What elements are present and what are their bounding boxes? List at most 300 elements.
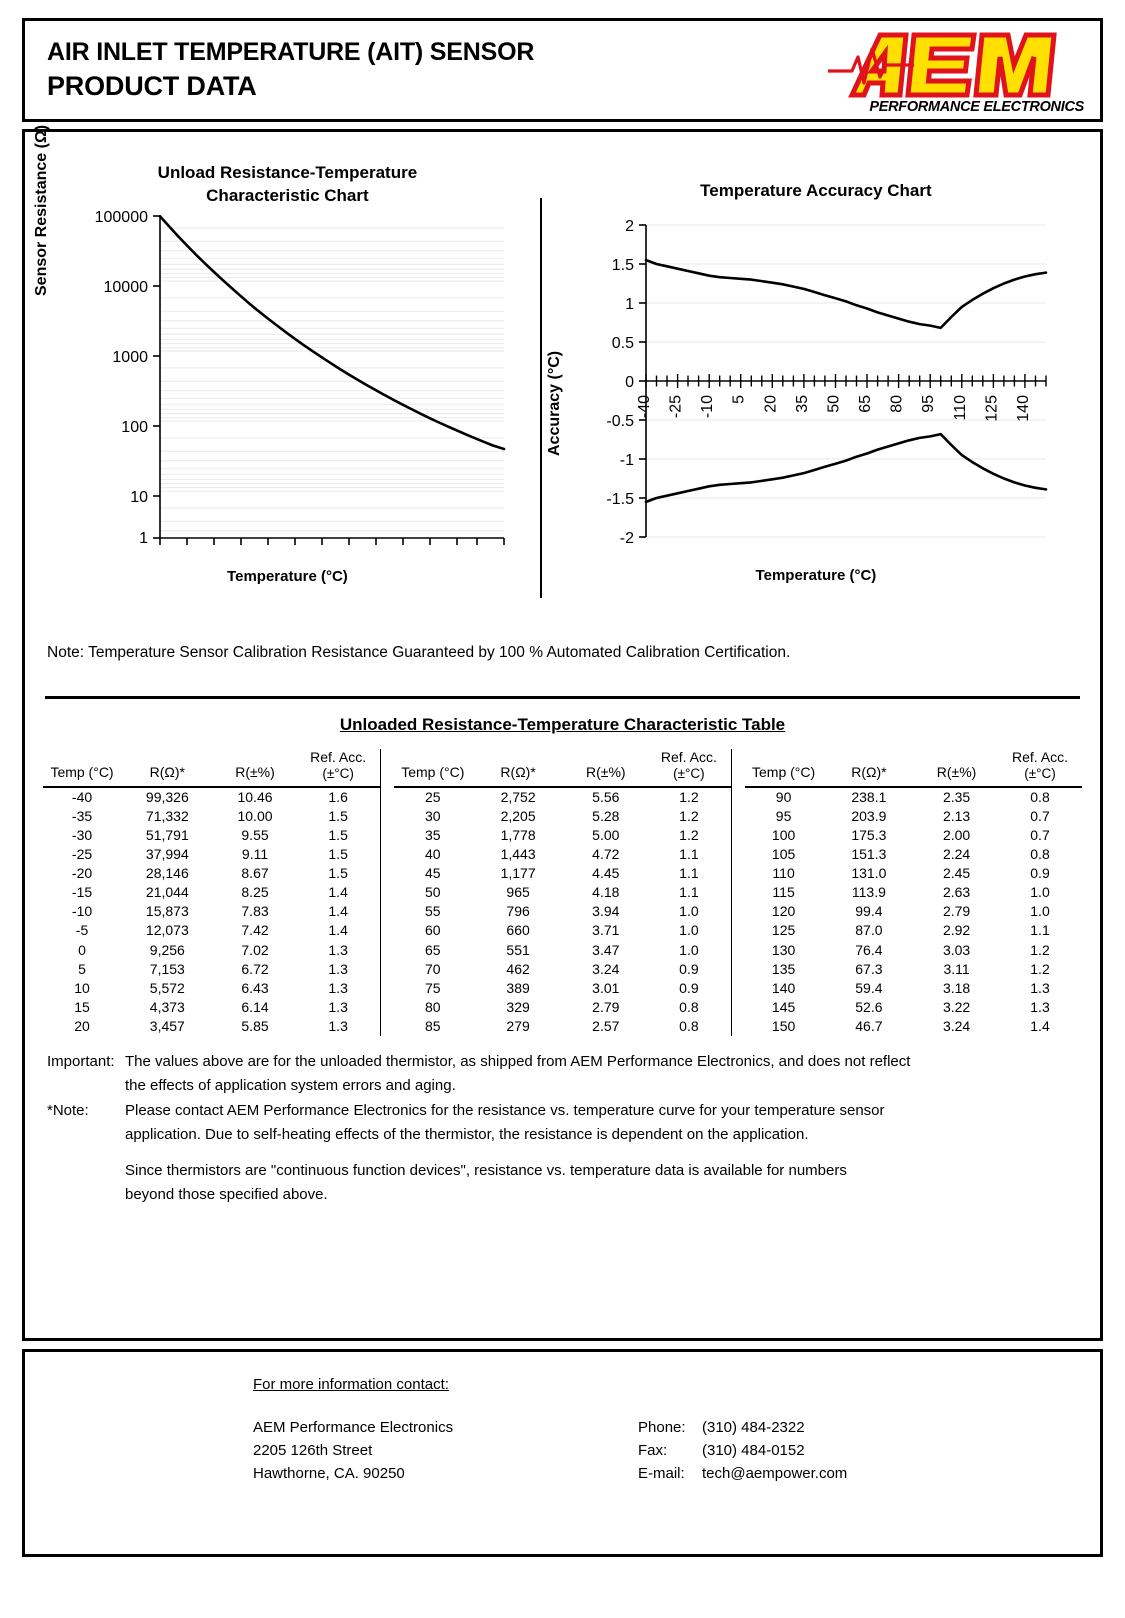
column-group-separator <box>731 998 744 1017</box>
svg-text:-0.5: -0.5 <box>606 412 634 430</box>
table-row <box>43 902 1082 921</box>
cell-resistance: 46.7 <box>855 1017 883 1034</box>
resistance-temperature-chart <box>33 124 532 636</box>
table-row <box>43 807 1082 826</box>
cell-resistance: 28,146 <box>145 865 189 882</box>
cell-ref-acc: 1.1 <box>679 865 699 882</box>
table-row <box>43 845 1082 864</box>
footer-fax-row <box>638 1440 847 1463</box>
cell-resistance: 12,073 <box>145 922 189 939</box>
cell-ref-acc: 1.0 <box>679 941 699 958</box>
cell-temp: -25 <box>71 846 93 863</box>
resistance-chart-title <box>43 162 532 208</box>
cell-tolerance: 3.47 <box>592 941 620 958</box>
footnote-note-label: *Note: <box>47 1101 89 1119</box>
svg-text:65: 65 <box>856 394 874 413</box>
cell-ref-acc: 1.2 <box>679 788 699 805</box>
footnote-important-line2: the effects of application system errors and aging. <box>125 1077 456 1095</box>
svg-text:0.5: 0.5 <box>611 334 634 352</box>
aem-logo-icon <box>822 31 1084 99</box>
column-group-separator <box>731 883 744 902</box>
footnote-note-line2: application. Due to self-heating effects of the thermistor, the resistance is dependent on the application. <box>125 1125 809 1143</box>
column-group-separator <box>731 787 744 807</box>
cell-ref-acc: 0.8 <box>679 1017 699 1034</box>
accuracy-chart-xlabel: Temperature (°C) <box>755 566 877 584</box>
svg-text:1.5: 1.5 <box>611 256 634 274</box>
th-refacc-2-line2: (±°C) <box>673 765 705 781</box>
column-group-separator <box>380 807 393 826</box>
cell-temp: 145 <box>771 998 796 1015</box>
footnote-important <box>47 1050 1082 1074</box>
cell-ref-acc: 1.1 <box>679 884 699 901</box>
cell-ref-acc: 1.3 <box>1030 979 1050 996</box>
cell-tolerance: 3.22 <box>942 998 971 1015</box>
svg-text:10000: 10000 <box>103 278 149 296</box>
cell-temp: 85 <box>425 1017 441 1034</box>
th-refacc-3-line2: (±°C) <box>1024 765 1056 781</box>
cell-resistance: 7,153 <box>149 960 185 977</box>
cell-tolerance: 4.45 <box>592 865 620 882</box>
cell-resistance: 329 <box>506 998 530 1015</box>
main-content-box <box>22 124 1103 1341</box>
column-group-separator <box>731 807 744 826</box>
cell-ref-acc: 1.2 <box>1030 941 1050 958</box>
th-sep-1 <box>380 749 393 787</box>
cell-tolerance: 3.94 <box>592 903 620 920</box>
page-footer <box>22 1349 1103 1557</box>
cell-temp: 130 <box>771 941 796 958</box>
cell-ref-acc: 0.9 <box>1030 865 1050 882</box>
temperature-accuracy-chart <box>545 146 1082 636</box>
cell-tolerance: 2.57 <box>592 1017 620 1034</box>
cell-tolerance: 5.00 <box>592 826 620 843</box>
cell-resistance: 660 <box>506 922 530 939</box>
svg-text:100: 100 <box>121 418 149 436</box>
footer-phone-label: Phone: <box>638 1419 686 1436</box>
svg-text:1: 1 <box>625 295 634 313</box>
cell-resistance: 99,326 <box>145 788 189 805</box>
cell-ref-acc: 1.2 <box>679 826 699 843</box>
cell-ref-acc: 1.5 <box>328 865 348 882</box>
column-group-separator <box>380 1017 393 1036</box>
cell-resistance: 796 <box>506 903 530 920</box>
aem-logo <box>822 26 1084 114</box>
cell-tolerance: 5.85 <box>241 1017 269 1034</box>
cell-temp: 65 <box>425 941 441 958</box>
cell-temp: 30 <box>425 807 441 824</box>
cell-temp: -15 <box>71 884 93 901</box>
cell-temp: 40 <box>425 846 441 863</box>
table-title: Unloaded Resistance-Temperature Characteristic Table <box>339 715 786 734</box>
cell-resistance: 3,457 <box>149 1017 185 1034</box>
cell-temp: 135 <box>771 960 796 977</box>
svg-text:95: 95 <box>920 394 938 413</box>
cell-resistance: 59.4 <box>855 979 883 996</box>
cell-ref-acc: 1.0 <box>679 903 699 920</box>
column-group-separator <box>380 998 393 1017</box>
column-group-separator <box>380 845 393 864</box>
cell-resistance: 76.4 <box>855 941 883 958</box>
cell-tolerance: 2.79 <box>592 998 620 1015</box>
footer-contact <box>638 1417 847 1485</box>
cell-tolerance: 2.63 <box>942 884 971 901</box>
cell-tolerance: 4.72 <box>592 846 620 863</box>
cell-resistance: 965 <box>506 884 530 901</box>
cell-resistance: 389 <box>506 979 530 996</box>
cell-tolerance: 4.18 <box>592 884 620 901</box>
cell-ref-acc: 1.4 <box>328 884 348 901</box>
svg-text:-25: -25 <box>667 394 685 419</box>
cell-ref-acc: 1.3 <box>328 998 348 1015</box>
cell-resistance: 21,044 <box>145 884 189 901</box>
svg-text:-2: -2 <box>619 529 634 547</box>
svg-text:5: 5 <box>730 394 748 404</box>
cell-ref-acc: 0.9 <box>679 960 699 977</box>
cell-resistance: 5,572 <box>149 979 185 996</box>
resistance-temperature-table <box>43 749 1082 1036</box>
cell-ref-acc: 0.7 <box>1030 826 1050 843</box>
cell-ref-acc: 1.6 <box>328 788 348 805</box>
cell-temp: 125 <box>771 922 796 939</box>
column-group-separator <box>380 979 393 998</box>
footnote-note-line1: Please contact AEM Performance Electronics for the resistance vs. temperature curve for your temperature sensor <box>125 1101 885 1119</box>
cell-tolerance: 2.45 <box>942 865 971 882</box>
cell-temp: 80 <box>425 998 441 1015</box>
cell-temp: 35 <box>425 826 441 843</box>
footer-company: AEM Performance Electronics <box>253 1419 454 1436</box>
header-title-block <box>47 40 534 100</box>
cell-resistance: 2,205 <box>500 807 536 824</box>
cell-ref-acc: 0.9 <box>679 979 699 996</box>
svg-text:1: 1 <box>139 529 149 547</box>
cell-resistance: 1,778 <box>500 826 536 843</box>
cell-tolerance: 3.03 <box>942 941 971 958</box>
th-tolerance-1: R(±%) <box>214 749 297 787</box>
cell-temp: -5 <box>75 922 89 939</box>
cell-temp: 15 <box>74 998 90 1015</box>
svg-text:125: 125 <box>983 394 1001 422</box>
svg-text:1000: 1000 <box>112 348 149 366</box>
cell-ref-acc: 1.3 <box>1030 998 1050 1015</box>
cell-resistance: 113.9 <box>851 884 886 901</box>
table-header-row <box>43 749 1082 787</box>
table-separator <box>45 696 1080 699</box>
column-group-separator <box>380 960 393 979</box>
cell-resistance: 131.0 <box>851 865 887 882</box>
cell-temp: -10 <box>71 903 93 920</box>
column-group-separator <box>380 883 393 902</box>
cell-tolerance: 7.02 <box>241 941 269 958</box>
column-group-separator <box>731 826 744 845</box>
resistance-chart-ylabel: Sensor Resistance (Ω) <box>33 124 50 296</box>
column-group-separator <box>731 902 744 921</box>
footer-fax-label: Fax: <box>638 1441 668 1459</box>
cell-tolerance: 8.67 <box>241 865 269 882</box>
cell-temp: 100 <box>771 826 796 843</box>
cell-temp: 115 <box>772 884 795 901</box>
cell-temp: 25 <box>425 788 441 805</box>
th-refacc-3 <box>998 749 1082 787</box>
footer-email-row <box>638 1463 847 1486</box>
cell-tolerance: 2.00 <box>942 826 971 843</box>
svg-text:140: 140 <box>1014 394 1032 422</box>
th-resistance-2: R(Ω)* <box>472 749 565 787</box>
svg-text:-1.5: -1.5 <box>606 490 634 508</box>
cell-temp: -20 <box>71 865 93 882</box>
column-group-separator <box>380 864 393 883</box>
resistance-chart-title-line1: Unload Resistance-Temperature <box>157 163 418 182</box>
column-group-separator <box>380 902 393 921</box>
footnote-important-line1: The values above are for the unloaded thermistor, as shipped from AEM Performance Electronics, and does not reflect <box>125 1053 911 1070</box>
cell-temp: 20 <box>74 1017 90 1034</box>
footnote-important-label: Important: <box>47 1053 115 1070</box>
cell-resistance: 279 <box>506 1017 530 1034</box>
cell-ref-acc: 1.4 <box>1030 1017 1050 1034</box>
cell-resistance: 37,994 <box>145 846 189 863</box>
cell-tolerance: 7.42 <box>241 922 269 939</box>
cell-resistance: 67.3 <box>855 960 883 977</box>
footnote-note-line3: Since thermistors are "continuous function devices", resistance vs. temperature data is available for numbers <box>125 1162 847 1180</box>
column-group-separator <box>380 921 393 940</box>
cell-ref-acc: 1.5 <box>328 807 348 824</box>
cell-resistance: 551 <box>506 941 530 958</box>
th-refacc-1-line2: (±°C) <box>322 765 354 781</box>
cell-tolerance: 7.83 <box>241 903 269 920</box>
cell-temp: 150 <box>771 1017 796 1034</box>
resistance-chart-plot <box>52 208 522 547</box>
table-row <box>43 1017 1082 1036</box>
cell-temp: 95 <box>775 807 792 824</box>
cell-tolerance: 8.25 <box>241 884 269 901</box>
cell-tolerance: 2.24 <box>942 846 971 863</box>
footer-phone-value: (310) 484-2322 <box>702 1419 805 1436</box>
svg-text:10: 10 <box>130 488 149 506</box>
calibration-note: Note: Temperature Sensor Calibration Resistance Guaranteed by 100 % Automated Calibration Certification. <box>47 644 791 661</box>
footer-heading: For more information contact: <box>253 1376 449 1393</box>
accuracy-chart-ylabel: Accuracy (°C) <box>545 350 563 456</box>
footer-street: 2205 126th Street <box>253 1441 373 1459</box>
cell-temp: -40 <box>71 788 93 805</box>
cell-resistance: 238.1 <box>851 788 887 805</box>
footnotes <box>43 1050 1082 1208</box>
column-group-separator <box>731 941 744 960</box>
cell-tolerance: 9.11 <box>241 846 269 863</box>
th-sep-2 <box>731 749 744 787</box>
svg-text:0: 0 <box>625 373 634 391</box>
resistance-chart-xlabel: Temperature (°C) <box>227 567 348 585</box>
footer-phone-row <box>638 1417 847 1440</box>
document-type-title: PRODUCT DATA <box>47 71 257 101</box>
cell-ref-acc: 1.3 <box>328 941 348 958</box>
cell-ref-acc: 0.8 <box>1030 788 1050 805</box>
cell-tolerance: 2.92 <box>942 922 971 939</box>
cell-temp: 90 <box>775 788 792 805</box>
svg-text:2: 2 <box>625 217 634 235</box>
cell-ref-acc: 0.7 <box>1030 807 1050 824</box>
cell-tolerance: 2.13 <box>942 807 971 824</box>
charts-divider <box>540 198 542 598</box>
cell-resistance: 51,791 <box>145 826 189 843</box>
footnote-gap <box>47 1147 1082 1159</box>
svg-text:80: 80 <box>888 394 906 413</box>
column-group-separator <box>731 845 744 864</box>
cell-temp: 110 <box>772 865 795 882</box>
cell-tolerance: 3.11 <box>943 960 970 977</box>
cell-resistance: 99.4 <box>855 903 883 920</box>
table-row <box>43 864 1082 883</box>
column-group-separator <box>380 941 393 960</box>
page-header <box>22 18 1103 122</box>
charts-row <box>33 124 1082 636</box>
cell-tolerance: 3.01 <box>592 979 620 996</box>
th-refacc-1 <box>296 749 380 787</box>
table-row <box>43 998 1082 1017</box>
cell-resistance: 9,256 <box>149 941 185 958</box>
svg-text:100000: 100000 <box>95 208 149 226</box>
cell-tolerance: 9.55 <box>241 826 269 843</box>
cell-tolerance: 3.18 <box>942 979 971 996</box>
cell-temp: 60 <box>425 922 441 939</box>
table-row <box>43 826 1082 845</box>
cell-temp: 0 <box>78 941 86 958</box>
footer-city: Hawthorne, CA. 90250 <box>253 1464 405 1482</box>
cell-tolerance: 2.79 <box>942 903 971 920</box>
footer-fax-value: (310) 484-0152 <box>702 1441 805 1459</box>
th-tolerance-3: R(±%) <box>915 749 998 787</box>
footer-email-label: E-mail: <box>638 1464 685 1482</box>
th-refacc-1-line1: Ref. Acc. <box>310 749 367 765</box>
column-group-separator <box>380 826 393 845</box>
footer-address <box>253 1417 638 1485</box>
footnote-note <box>47 1099 1082 1123</box>
cell-resistance: 203.9 <box>851 807 887 824</box>
cell-ref-acc: 1.1 <box>1030 922 1050 939</box>
cell-ref-acc: 1.3 <box>328 1017 348 1034</box>
cell-tolerance: 10.00 <box>237 807 273 824</box>
cell-tolerance: 6.14 <box>241 998 269 1015</box>
table-row <box>43 941 1082 960</box>
table-row <box>43 979 1082 998</box>
cell-temp: 45 <box>425 865 441 882</box>
cell-ref-acc: 1.0 <box>1030 903 1050 920</box>
cell-ref-acc: 0.8 <box>1030 846 1050 863</box>
cell-temp: -35 <box>71 807 93 824</box>
cell-resistance: 462 <box>506 960 530 977</box>
column-group-separator <box>731 1017 744 1036</box>
cell-ref-acc: 1.3 <box>328 979 348 996</box>
cell-ref-acc: 1.0 <box>1030 884 1050 901</box>
cell-resistance: 15,873 <box>145 903 189 920</box>
cell-temp: 105 <box>771 846 796 863</box>
cell-resistance: 175.3 <box>851 826 887 843</box>
svg-text:-1: -1 <box>619 451 634 469</box>
cell-temp: 50 <box>425 884 441 901</box>
svg-text:-10: -10 <box>699 394 717 419</box>
cell-ref-acc: 1.0 <box>679 922 699 939</box>
cell-resistance: 1,177 <box>500 865 536 882</box>
cell-ref-acc: 1.3 <box>328 960 348 977</box>
cell-temp: 75 <box>425 979 441 996</box>
th-refacc-2 <box>647 749 731 787</box>
svg-text:50: 50 <box>825 394 843 413</box>
column-group-separator <box>731 864 744 883</box>
column-group-separator <box>731 921 744 940</box>
footer-inner <box>25 1376 1100 1485</box>
cell-ref-acc: 1.2 <box>679 807 699 824</box>
svg-text:35: 35 <box>793 394 811 413</box>
column-group-separator <box>380 787 393 807</box>
product-title: AIR INLET TEMPERATURE (AIT) SENSOR <box>47 38 535 66</box>
cell-resistance: 151.3 <box>851 846 887 863</box>
cell-tolerance: 3.24 <box>942 1017 971 1034</box>
th-resistance-1: R(Ω)* <box>121 749 214 787</box>
footer-columns <box>253 1417 1100 1485</box>
cell-temp: 140 <box>771 979 796 996</box>
table-row <box>43 921 1082 940</box>
svg-text:20: 20 <box>762 394 780 413</box>
svg-text:110: 110 <box>951 394 969 421</box>
table-row <box>43 883 1082 902</box>
accuracy-upper-curve <box>646 260 1046 328</box>
table-body <box>43 787 1082 1036</box>
footnote-note-line4: beyond those specified above. <box>125 1186 328 1204</box>
cell-ref-acc: 1.5 <box>328 826 348 843</box>
column-group-separator <box>731 979 744 998</box>
accuracy-chart-title: Temperature Accuracy Chart <box>700 181 932 200</box>
column-group-separator <box>731 960 744 979</box>
cell-ref-acc: 0.8 <box>679 998 699 1015</box>
resistance-chart-title-line2: Characteristic Chart <box>206 185 369 205</box>
cell-ref-acc: 1.2 <box>1030 960 1050 977</box>
cell-tolerance: 6.43 <box>241 979 269 996</box>
th-temp-1: Temp (°C) <box>43 749 121 787</box>
cell-tolerance: 3.24 <box>592 960 620 977</box>
cell-tolerance: 2.35 <box>942 788 971 805</box>
cell-resistance: 52.6 <box>855 998 883 1015</box>
svg-text:-40: -40 <box>635 394 653 419</box>
cell-tolerance: 3.71 <box>592 922 620 939</box>
th-tolerance-2: R(±%) <box>564 749 647 787</box>
cell-temp: 10 <box>74 979 90 996</box>
cell-temp: 70 <box>425 960 441 977</box>
footer-email-value[interactable]: tech@aempower.com <box>702 1464 848 1482</box>
cell-ref-acc: 1.1 <box>679 846 699 863</box>
cell-ref-acc: 1.4 <box>328 903 348 920</box>
cell-tolerance: 5.56 <box>592 788 620 805</box>
cell-ref-acc: 1.4 <box>328 922 348 939</box>
accuracy-lower-curve <box>646 434 1046 502</box>
logo-tagline: PERFORMANCE ELECTRONICS <box>869 98 1084 115</box>
cell-resistance: 4,373 <box>149 998 185 1015</box>
cell-tolerance: 6.72 <box>241 960 269 977</box>
cell-temp: -30 <box>71 826 93 843</box>
table-row <box>43 787 1082 807</box>
th-temp-2: Temp (°C) <box>394 749 472 787</box>
cell-resistance: 1,443 <box>500 846 536 863</box>
th-resistance-3: R(Ω)* <box>823 749 916 787</box>
cell-tolerance: 5.28 <box>592 807 620 824</box>
cell-temp: 5 <box>78 960 86 977</box>
th-refacc-3-line1: Ref. Acc. <box>1011 749 1069 765</box>
cell-resistance: 87.0 <box>855 922 883 939</box>
cell-temp: 55 <box>425 903 441 920</box>
th-refacc-2-line1: Ref. Acc. <box>660 749 717 765</box>
cell-temp: 120 <box>771 903 796 920</box>
cell-resistance: 2,752 <box>500 788 536 805</box>
th-temp-3: Temp (°C) <box>745 749 823 787</box>
cell-tolerance: 10.46 <box>237 788 273 805</box>
table-row <box>43 960 1082 979</box>
